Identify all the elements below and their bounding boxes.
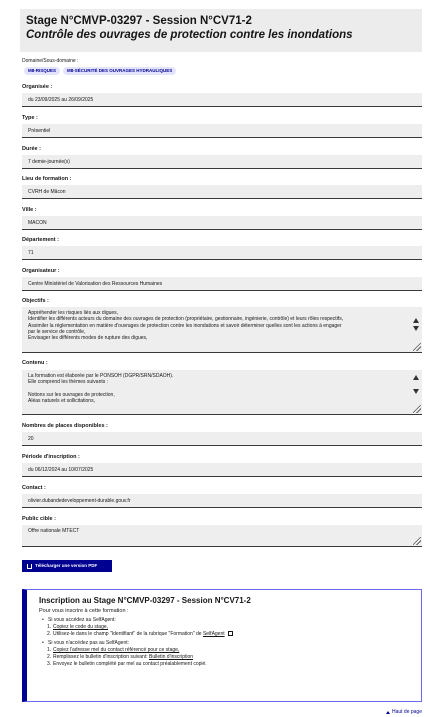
contenu-line: Notions sur les ouvrages de protection, [28,391,115,398]
send-form-instruction: Envoyez le bulletin complété par mel au contact préalablement copié. [53,661,207,667]
resize-grip-icon[interactable] [413,405,421,413]
list-item: 3. Envoyez le bulletin complété par mel au contact préalablement copié. [47,661,207,667]
public-textarea[interactable] [22,525,422,547]
selfagent-access-heading: • Si vous accédez au SelfAgent: [39,617,421,624]
inscription-period-field[interactable]: du 06/12/2024 au 10/07/2025 [22,463,422,477]
duree-label: Durée : [22,146,41,152]
ville-field[interactable]: MACON [22,216,422,230]
type-field[interactable]: Présentiel [22,124,422,138]
resize-grip-icon[interactable] [413,343,421,351]
domain-tag: M8-RISQUES [24,67,60,75]
callout-title: Inscription au Stage N°CMVP-03297 - Session N°CV71-2 [39,596,251,605]
domain-label: Domaine/Sous-domaine : [22,58,79,64]
objectifs-line: Assimiler la réglementation en matière d'ouvrages de protection contre les inondations et savoir déterminer quelles sont les actions à engager [28,322,342,329]
lieu-field[interactable]: CVRH de Mâcon [22,185,422,199]
contenu-line: Aléas naturels et sollicitations, [28,398,95,405]
list-item: 1. Copiez l'adresse mel du contact référencé pour ce stage, [47,647,180,653]
places-label: Nombres de places disponibles : [22,423,108,429]
public-label: Public cible : [22,516,56,522]
organise-label: Organisée : [22,84,53,90]
type-label: Type : [22,115,38,121]
contenu-label: Contenu : [22,360,48,366]
arrow-up-icon [386,711,390,714]
list-item: 1. Copiez le code du stage, [47,624,109,630]
duree-field[interactable]: 7 demie-journée(s) [22,155,422,169]
download-icon [27,564,32,569]
public-line: Offre nationale MTECT [28,528,80,534]
download-pdf-button[interactable] [22,560,112,572]
organisateur-field[interactable]: Centre Ministériel de Valorisation des Ressources Humaines [22,277,422,291]
back-to-top-link[interactable] [386,709,422,716]
resize-grip-icon[interactable] [413,537,421,545]
departement-field[interactable]: 71 [22,246,422,260]
ville-label: Ville : [22,207,37,213]
scroll-up-icon[interactable] [413,318,419,323]
organise-field[interactable]: du 23/09/2025 au 26/09/2025 [22,93,422,107]
domain-tags [24,67,176,75]
fill-form-instruction: Remplissez le bulletin d'inscription suivant: [53,654,149,660]
callout-intro: Pour vous inscrire à cette formation : [39,608,129,614]
no-selfagent-section [39,640,421,668]
selfagent-access-section [39,617,421,638]
contact-label: Contact : [22,485,46,491]
contenu-line: Elle comprend les thèmes suivants : [28,379,109,386]
subdomain-tag: M8-SÉCURITÉ DES OUVRAGES HYDRAULIQUES [63,67,176,75]
objectifs-line: Envisager les différents modes de rupture des digues, [28,335,148,342]
objectifs-line: Appréhender les risques liés aux digues, [28,310,119,316]
inscription-callout [22,589,422,702]
inscription-period-label: Période d'inscription : [22,454,80,460]
download-pdf-label: Télécharger une version PDF [35,563,98,568]
list-item: 2. Remplissez le bulletin d'inscription suivant: Bulletin d'inscription [47,654,194,660]
departement-label: Département : [22,237,59,243]
back-to-top-label: Haut de page [391,709,422,715]
objectifs-textarea[interactable] [22,307,422,353]
lieu-label: Lieu de formation : [22,176,72,182]
objectifs-line: par le service de contrôle, [28,328,86,335]
no-selfagent-heading: • Si vous n'accédez pas au SelfAgent: [39,640,421,647]
scroll-down-icon[interactable] [413,326,419,331]
page-subtitle: Contrôle des ouvrages de protection contre les inondations [26,29,353,41]
bulletin-link[interactable]: Bulletin d'inscription [149,654,194,660]
scroll-up-icon[interactable] [413,375,419,380]
contact-field[interactable]: olivier.dubandedeveloppement-durable.gouv.fr [22,494,422,508]
page-header [20,9,422,52]
contenu-line: La formation est élaborée par le PONSOH (DGPR/SRN/SDAOH). [28,373,174,379]
objectifs-label: Objectifs : [22,298,49,304]
places-field[interactable]: 20 [22,432,422,446]
selfagent-link[interactable]: SelfAgent [202,631,225,637]
list-item: 2. Utilisez-le dans le champ "Identifiant" de la rubrique "Formation" de SelfAgent [39,631,421,638]
external-link-icon [228,631,233,636]
organisateur-label: Organisateur : [22,268,60,274]
copy-code-link[interactable]: Copiez le code du stage, [53,624,109,630]
scroll-down-icon[interactable] [413,389,419,394]
copy-contact-link[interactable]: Copiez l'adresse mel du contact référencé pour ce stage, [53,647,180,653]
identifier-instruction: Utilisez-le dans le champ "Identifiant" de la rubrique "Formation" de [53,631,203,637]
page-title: Stage N°CMVP-03297 - Session N°CV71-2 [26,15,252,27]
contenu-textarea[interactable] [22,370,422,415]
objectifs-line: Identifier les différents acteurs du domaine des ouvrages de protection (propriétaire, gestionnaire, ingénierie, contrôle) et leurs rôles respectifs, [28,316,344,323]
